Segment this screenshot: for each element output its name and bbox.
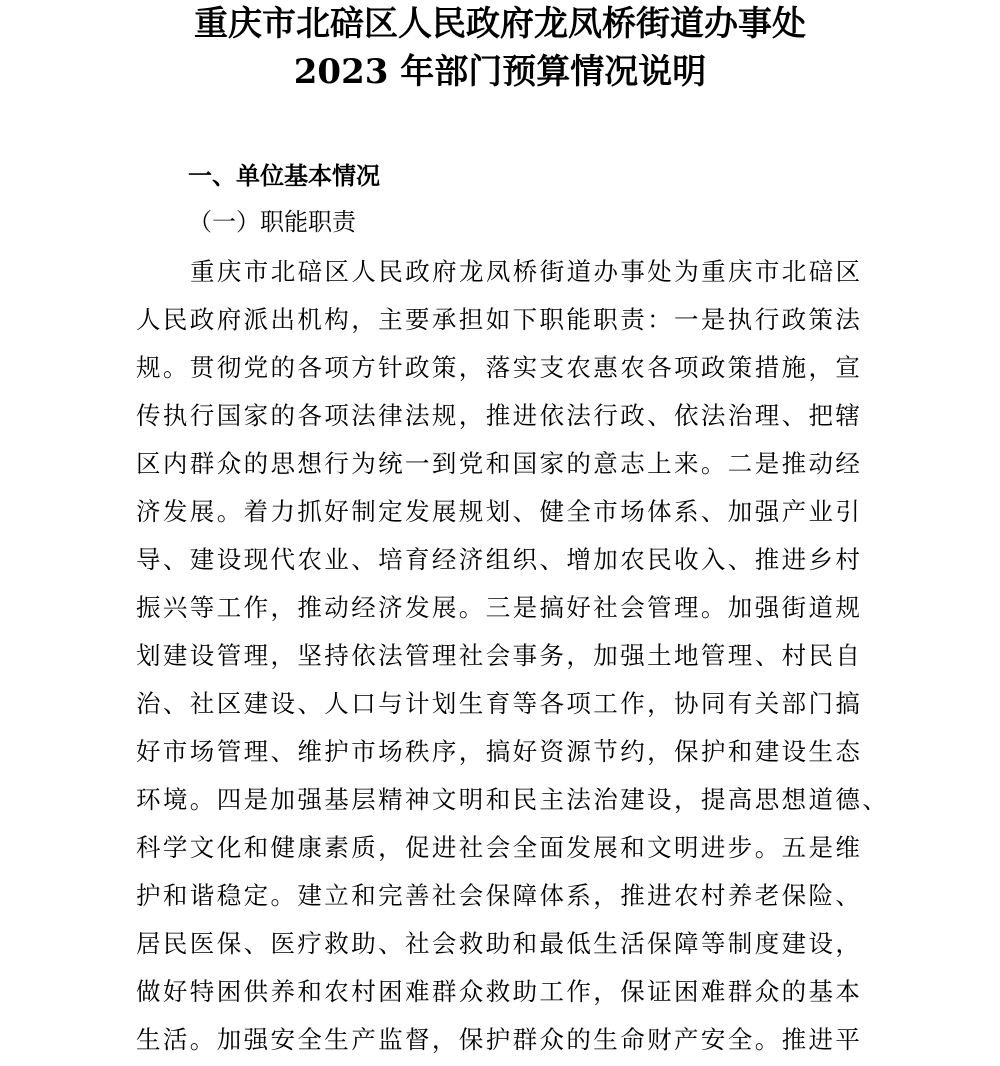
paragraph-line: 科学文化和健康素质，促进社会全面发展和文明进步。五是维 xyxy=(136,833,863,862)
paragraph-line: 好市场管理、维护市场秩序，搞好资源节约，保护和建设生态 xyxy=(136,737,863,766)
subsection-heading-functions: （一）职能职责 xyxy=(188,208,356,236)
paragraph-line: 重庆市北碚区人民政府龙凤桥街道办事处为重庆市北碚区 xyxy=(190,257,863,286)
paragraph-line: 人民政府派出机构，主要承担如下职能职责：一是执行政策法 xyxy=(136,305,863,334)
document-title-line-2: 2023 年部门预算情况说明 xyxy=(293,52,707,92)
paragraph-line: 做好特困供养和农村困难群众救助工作，保证困难群众的基本 xyxy=(136,977,863,1006)
paragraph-line: 生活。加强安全生产监督，保护群众的生命财产安全。推进平 xyxy=(136,1025,863,1054)
paragraph-line: 导、建设现代农业、培育经济组织、增加农民收入、推进乡村 xyxy=(136,545,863,574)
paragraph-line: 区内群众的思想行为统一到党和国家的意志上来。二是推动经 xyxy=(136,449,863,478)
document-title-line-1: 重庆市北碚区人民政府龙凤桥街道办事处 xyxy=(194,4,806,44)
paragraph-line: 居民医保、医疗救助、社会救助和最低生活保障等制度建设， xyxy=(136,929,863,958)
paragraph-line: 传执行国家的各项法律法规，推进依法行政、依法治理、把辖 xyxy=(136,401,863,430)
paragraph-line: 环境。四是加强基层精神文明和民主法治建设，提高思想道德、 xyxy=(136,785,890,814)
paragraph-line: 治、社区建设、人口与计划生育等各项工作，协同有关部门搞 xyxy=(136,689,863,718)
paragraph-line: 护和谐稳定。建立和完善社会保障体系，推进农村养老保险、 xyxy=(136,881,863,910)
paragraph-line: 济发展。着力抓好制定发展规划、健全市场体系、加强产业引 xyxy=(136,497,863,526)
paragraph-line: 规。贯彻党的各项方针政策，落实支农惠农各项政策措施，宣 xyxy=(136,353,863,382)
paragraph-line: 划建设管理，坚持依法管理社会事务，加强土地管理、村民自 xyxy=(136,641,863,670)
section-heading-basic-info: 一、单位基本情况 xyxy=(188,162,380,190)
paragraph-line: 振兴等工作，推动经济发展。三是搞好社会管理。加强街道规 xyxy=(136,593,863,622)
